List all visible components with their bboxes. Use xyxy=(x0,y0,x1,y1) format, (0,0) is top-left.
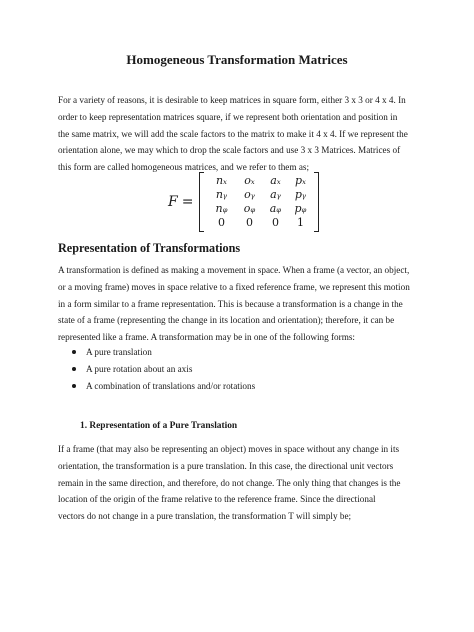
matrix-cell: oᵩ xyxy=(243,202,256,215)
list-item-label: A combination of translations and/or rotations xyxy=(86,380,256,391)
paragraph-line: remain in the same direction, and therefore, do not change. The only thing that changes is the xyxy=(58,477,401,488)
list-item xyxy=(72,378,255,395)
intro-line: the same matrix, we will add the scale factors to the matrix to make it 4 x 4. If we represent the xyxy=(58,128,408,139)
matrix-cell: 0 xyxy=(271,216,279,229)
equals-sign: = xyxy=(181,194,194,210)
paragraph-line: If a frame (that may also be representing an object) moves in space without any change in its xyxy=(58,444,400,454)
page-title: Homogeneous Transformation Matrices xyxy=(126,52,348,67)
matrix-grid xyxy=(199,172,319,232)
paragraph-line: in a form similar to a frame representation. This is because a transformation is a change in the xyxy=(58,298,403,309)
matrix-cell: nₓ xyxy=(215,174,227,187)
matrix-label: F xyxy=(168,194,178,210)
paragraph-line: location of the origin of the frame relative to the reference frame. Since the directional xyxy=(58,494,376,505)
list-item xyxy=(72,344,255,361)
list-item xyxy=(72,361,255,378)
intro-line: For a variety of reasons, it is desirable to keep matrices in square form, either 3 x 3 or 4 x 4. In xyxy=(58,95,406,105)
transformation-forms-list xyxy=(72,344,255,394)
section-heading: Representation of Transformations xyxy=(58,241,241,255)
paragraph-line: or a moving frame) moves in space relative to a fixed reference frame, we represent this motion xyxy=(58,281,410,292)
matrix-cell: pᵧ xyxy=(294,188,307,201)
bullet-icon xyxy=(72,367,76,371)
subsection-heading: 1. Representation of a Pure Translation xyxy=(80,421,238,431)
paragraph-line: A transformation is defined as making a movement in space. When a frame (a vector, an object, xyxy=(58,265,410,275)
list-item-label: A pure rotation about an axis xyxy=(86,363,193,374)
intro-line: this form are called homogeneous matrices, and we refer to them as; xyxy=(58,162,310,173)
paragraph-line: vectors do not change in a pure translation, the transformation T will simply be; xyxy=(58,511,352,522)
matrix-cell: 0 xyxy=(245,216,253,229)
paragraph-line: represented like a frame. A transformation may be in one of the following forms: xyxy=(58,332,355,343)
matrix-cell: pᵩ xyxy=(294,202,307,215)
paragraph-line: state of a frame (representing the change in its location and orientation); therefore, it can be xyxy=(58,315,395,326)
transformations-paragraph xyxy=(58,262,430,346)
matrix-cell: aᵧ xyxy=(270,188,281,201)
intro-line: order to keep representation matrices square, if we represent both orientation and position in xyxy=(58,111,398,122)
matrix-cell: nᵧ xyxy=(215,188,228,201)
intro-line: orientation alone, we may which to drop the scale factors and use 3 x 3 Matrices. Matrices of xyxy=(58,145,401,156)
matrix-cell: nᵩ xyxy=(215,202,228,215)
matrix-cell: 0 xyxy=(217,216,225,229)
matrix-cell: aᵩ xyxy=(269,202,282,215)
matrix-cell: oᵧ xyxy=(244,188,255,201)
paragraph-line: orientation, the transformation is a pure translation. In this case, the directional unit vectors xyxy=(58,460,394,471)
matrix-cell: oₓ xyxy=(244,174,255,187)
intro-paragraph xyxy=(58,92,430,176)
bullet-icon xyxy=(72,384,76,388)
matrix-cell: aₓ xyxy=(270,174,281,187)
bullet-icon xyxy=(72,350,76,354)
list-item-label: A pure translation xyxy=(86,347,152,357)
pure-translation-paragraph xyxy=(58,441,430,525)
homogeneous-matrix-equation xyxy=(168,172,319,232)
matrix-cell: pₓ xyxy=(294,174,306,187)
matrix-cell: 1 xyxy=(296,216,304,229)
